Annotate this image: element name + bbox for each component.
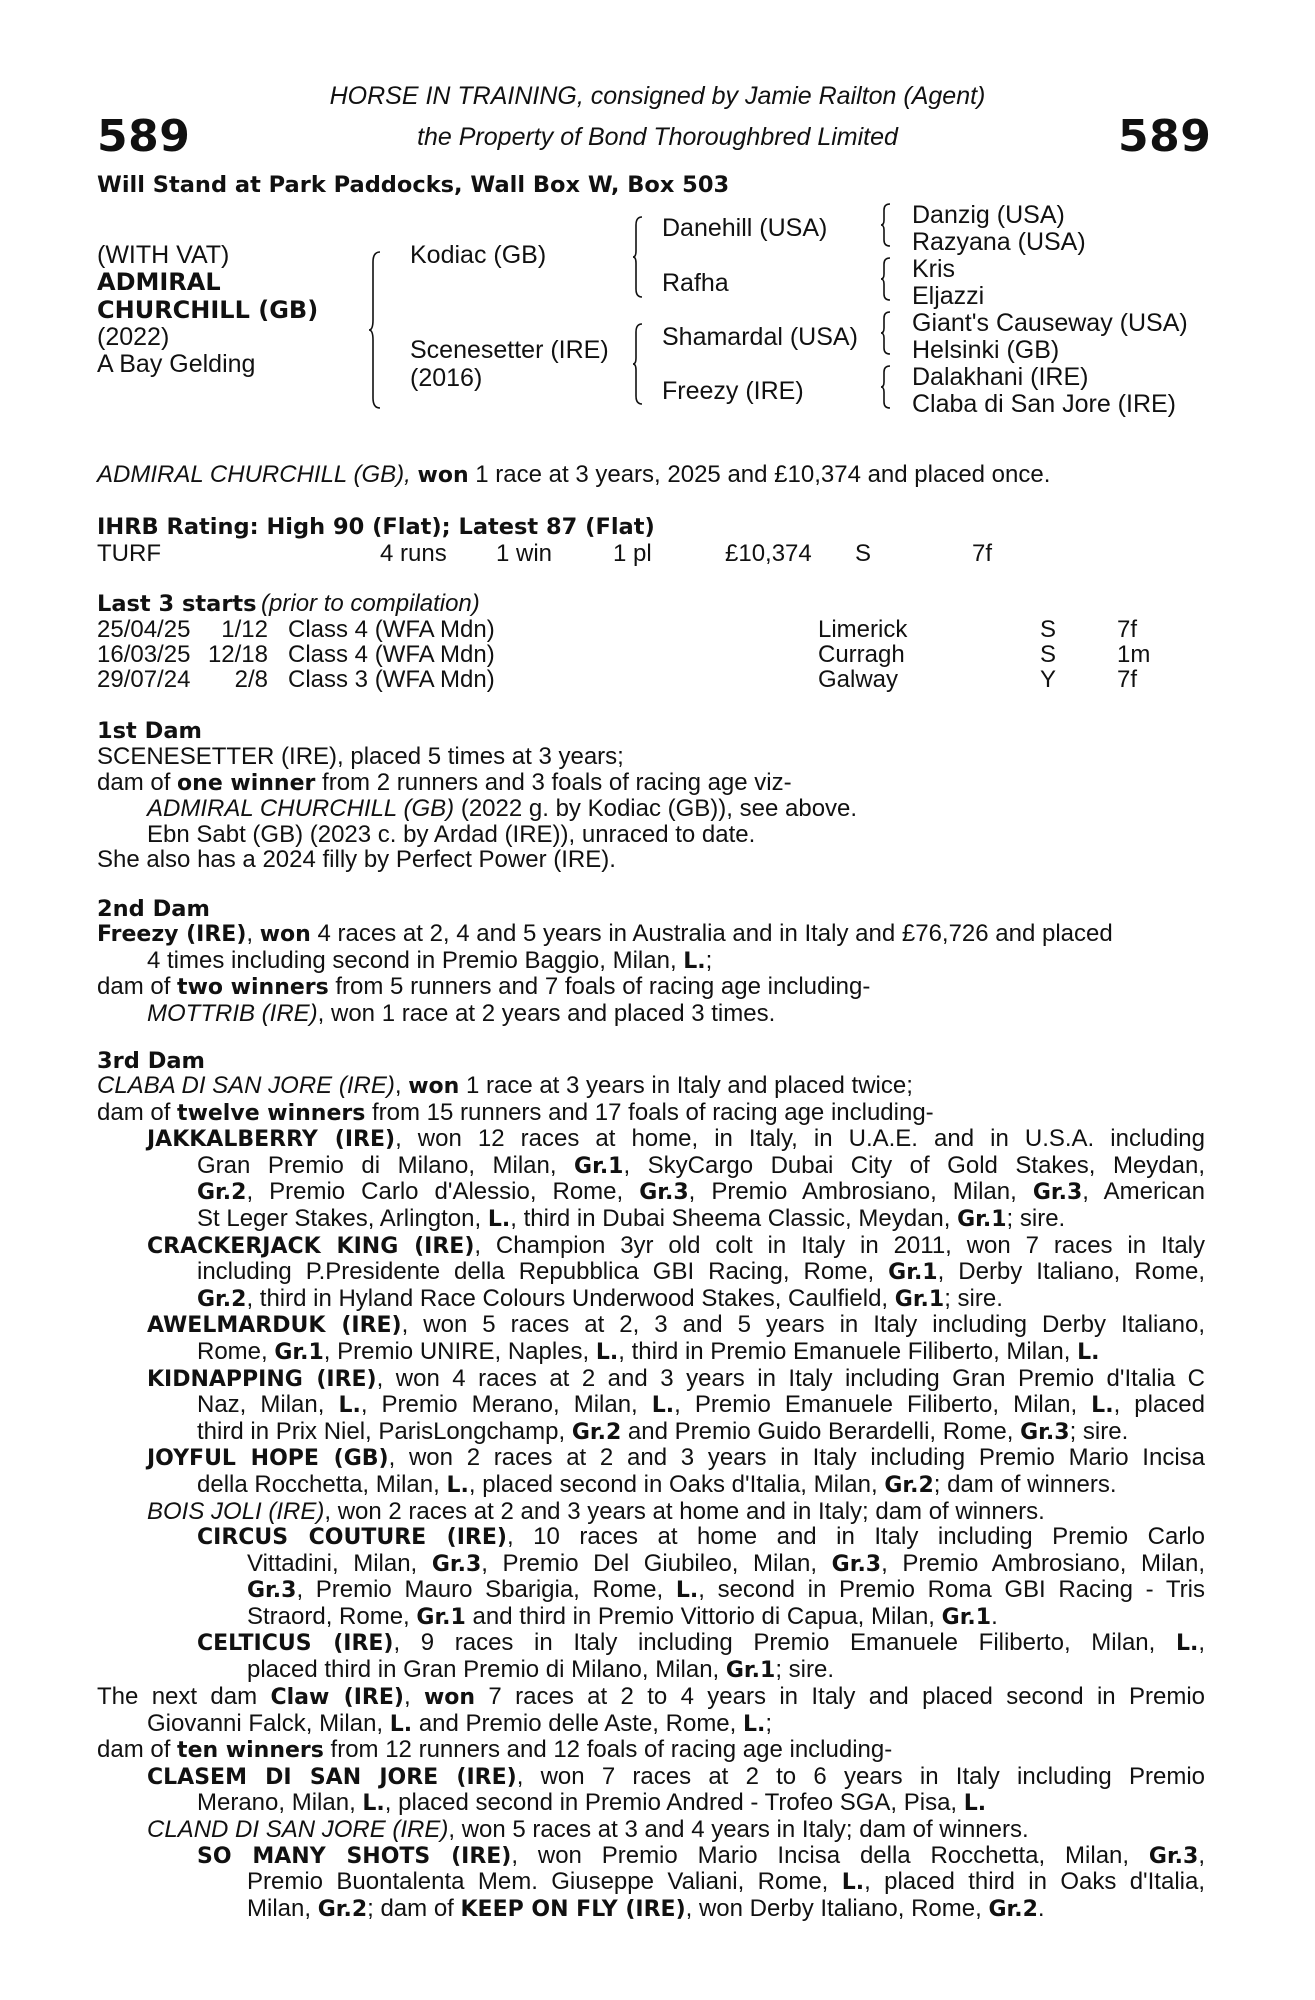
horse-name-line1: ADMIRAL bbox=[97, 268, 221, 296]
start-going: S bbox=[1040, 641, 1057, 668]
ped-ssd: Razyana (USA) bbox=[912, 228, 1086, 256]
third-dam-title: 3rd Dam bbox=[97, 1048, 205, 1074]
first-dam-foal: Ebn Sabt (GB) (2023 c. by Ardad (IRE)), unraced to date. bbox=[147, 820, 756, 848]
next-dam-line: Giovanni Falck, Milan, L. and Premio delle Aste, Rome, L.; bbox=[147, 1709, 773, 1737]
second-dam-title: 2nd Dam bbox=[97, 896, 210, 922]
progeny-line: including P.Presidente della Repubblica GBI Racing, Rome, Gr.1, Derby Italiano, Rome, bbox=[197, 1258, 1206, 1286]
sire: Kodiac (GB) bbox=[410, 241, 547, 269]
dam-dam: Freezy (IRE) bbox=[662, 377, 804, 405]
ped-ddd: Claba di San Jore (IRE) bbox=[912, 390, 1177, 418]
summary-rest: 1 race at 3 years, 2025 and £10,374 and placed once. bbox=[468, 461, 1051, 488]
start-course: Galway bbox=[818, 666, 899, 693]
progeny-line: KIDNAPPING (IRE), won 4 races at 2 and 3 years in Italy including Gran Premio d'Italia C bbox=[147, 1364, 1205, 1392]
race-summary bbox=[97, 462, 1050, 489]
next-dam-text bbox=[97, 1684, 1205, 1922]
first-dam-line: SCENESETTER (IRE), placed 5 times at 3 years; bbox=[97, 743, 624, 770]
progeny-line: Rome, Gr.1, Premio UNIRE, Naples, L., third in Premio Emanuele Filiberto, Milan, L. bbox=[197, 1337, 1100, 1365]
second-dam-line: 4 times including second in Premio Baggio, Milan, L.; bbox=[147, 946, 713, 974]
start-going: Y bbox=[1040, 666, 1057, 693]
lot-number-left: 589 bbox=[97, 111, 191, 162]
rating-title: IHRB Rating: High 90 (Flat); Latest 87 (Flat) bbox=[97, 514, 655, 540]
progeny-line: della Rocchetta, Milan, L., placed second in Oaks d'Italia, Milan, Gr.2; dam of winners. bbox=[197, 1470, 1117, 1498]
last-starts-heading bbox=[97, 590, 480, 618]
progeny-line: placed third in Gran Premio di Milano, Milan, Gr.1; sire. bbox=[247, 1656, 834, 1684]
horse-description: A Bay Gelding bbox=[97, 350, 256, 378]
summary-won: won bbox=[417, 463, 469, 488]
sire-dam: Rafha bbox=[662, 269, 729, 297]
third-dam-text bbox=[97, 1073, 1205, 1684]
vat-note: (WITH VAT) bbox=[97, 241, 230, 269]
progeny-line: CLASEM DI SAN JORE (IRE), won 7 races at 2 to 6 years in Italy including Premio bbox=[147, 1762, 1205, 1790]
start-distance: 7f bbox=[1117, 666, 1138, 693]
summary-horse-name: ADMIRAL CHURCHILL (GB), bbox=[97, 461, 411, 488]
rating-runs: 4 runs bbox=[380, 540, 447, 567]
second-dam-line: Freezy (IRE), won 4 races at 2, 4 and 5 years in Australia and in Italy and £76,726 and placed bbox=[97, 920, 1113, 947]
pedigree-brace-ss bbox=[880, 202, 892, 248]
next-dam-line: dam of ten winners from 12 runners and 12 foals of racing age including- bbox=[97, 1736, 893, 1764]
progeny-line: Gr.3, Premio Mauro Sbarigia, Rome, L., second in Premio Roma GBI Racing - Tris bbox=[247, 1576, 1205, 1604]
pedigree-brace-dd bbox=[880, 364, 892, 410]
start-course: Curragh bbox=[818, 641, 905, 668]
last-starts-title: Last 3 starts bbox=[97, 591, 257, 617]
last-starts-note: (prior to compilation) bbox=[261, 590, 480, 617]
horse-year: (2022) bbox=[97, 323, 170, 351]
second-dam-foal: MOTTRIB (IRE), won 1 race at 2 years and placed 3 times. bbox=[147, 999, 776, 1027]
progeny-line: St Leger Stakes, Arlington, L., third in Dubai Sheema Classic, Meydan, Gr.1; sire. bbox=[197, 1204, 1066, 1232]
consignor-line: HORSE IN TRAINING, consigned by Jamie Railton (Agent) bbox=[329, 82, 986, 110]
ped-dss: Giant's Causeway (USA) bbox=[912, 309, 1188, 337]
next-dam-line: The next dam Claw (IRE), won 7 races at 2 to 4 years in Italy and placed second in Premio bbox=[97, 1683, 1205, 1710]
first-dam-foal: ADMIRAL CHURCHILL (GB) (2022 g. by Kodiac (GB)), see above. bbox=[147, 795, 858, 823]
progeny-line: CIRCUS COUTURE (IRE), 10 races at home and in Italy including Premio Carlo bbox=[197, 1523, 1206, 1551]
progeny-line: third in Prix Niel, ParisLongchamp, Gr.2 and Premio Guido Berardelli, Rome, Gr.3; sire. bbox=[197, 1417, 1129, 1445]
rating-earnings: £10,374 bbox=[725, 540, 812, 567]
third-dam-line: CLABA DI SAN JORE (IRE), won 1 race at 3 years in Italy and placed twice; bbox=[97, 1072, 913, 1099]
progeny-line: Milan, Gr.2; dam of KEEP ON FLY (IRE), won Derby Italiano, Rome, Gr.2. bbox=[247, 1894, 1045, 1922]
start-date: 25/04/25 bbox=[97, 616, 191, 643]
dam: Scenesetter (IRE) bbox=[410, 336, 609, 364]
start-going: S bbox=[1040, 616, 1057, 643]
ped-sds: Kris bbox=[912, 255, 956, 283]
start-distance: 7f bbox=[1117, 616, 1138, 643]
progeny-line: CLAND DI SAN JORE (IRE), won 5 races at 3 and 4 years in Italy; dam of winners. bbox=[147, 1815, 1029, 1843]
start-position: 2/8 bbox=[234, 666, 268, 693]
first-dam-title: 1st Dam bbox=[97, 718, 202, 744]
progeny-line: CRACKERJACK KING (IRE), Champion 3yr old colt in Italy in 2011, won 7 races in Italy bbox=[147, 1231, 1205, 1259]
rating-placed: 1 pl bbox=[613, 540, 652, 567]
pedigree-brace-sd bbox=[880, 256, 892, 302]
pedigree-brace-sire bbox=[632, 215, 644, 299]
rating-wins: 1 win bbox=[496, 540, 553, 567]
start-date: 16/03/25 bbox=[97, 641, 191, 668]
pedigree-brace-ds bbox=[880, 310, 892, 356]
progeny-line: SO MANY SHOTS (IRE), won Premio Mario Incisa della Rocchetta, Milan, Gr.3, bbox=[197, 1841, 1205, 1869]
second-dam-text bbox=[97, 921, 1205, 1026]
progeny-line: CELTICUS (IRE), 9 races in Italy including Premio Emanuele Filiberto, Milan, L., bbox=[197, 1629, 1205, 1657]
dam-sire: Shamardal (USA) bbox=[662, 323, 858, 351]
progeny-line: Merano, Milan, L., placed second in Premio Andred - Trofeo SGA, Pisa, L. bbox=[197, 1789, 987, 1817]
progeny-line: Gran Premio di Milano, Milan, Gr.1, SkyCargo Dubai City of Gold Stakes, Meydan, bbox=[197, 1151, 1206, 1179]
horse-name-line2: CHURCHILL (GB) bbox=[97, 296, 319, 324]
progeny-line: AWELMARDUK (IRE), won 5 races at 2, 3 and 5 years in Italy including Derby Italiano, bbox=[147, 1311, 1206, 1339]
progeny-line: Vittadini, Milan, Gr.3, Premio Del Giubileo, Milan, Gr.3, Premio Ambrosiano, Milan, bbox=[247, 1549, 1205, 1577]
first-dam-line: She also has a 2024 filly by Perfect Power (IRE). bbox=[97, 846, 616, 874]
property-line: the Property of Bond Thoroughbred Limited bbox=[417, 123, 898, 151]
start-date: 29/07/24 bbox=[97, 666, 191, 693]
third-dam-line: dam of twelve winners from 15 runners and 17 foals of racing age including- bbox=[97, 1098, 934, 1126]
start-class: Class 3 (WFA Mdn) bbox=[288, 666, 495, 693]
ped-dds: Dalakhani (IRE) bbox=[912, 363, 1089, 391]
second-dam-line: dam of two winners from 5 runners and 7 foals of racing age including- bbox=[97, 973, 871, 1001]
progeny-line: Straord, Rome, Gr.1 and third in Premio Vittorio di Capua, Milan, Gr.1. bbox=[247, 1602, 998, 1630]
first-dam-text bbox=[97, 744, 1205, 873]
stand-line: Will Stand at Park Paddocks, Wall Box W, Box 503 bbox=[97, 172, 730, 198]
rating-surface: TURF bbox=[97, 540, 161, 567]
rating-going: S bbox=[855, 540, 872, 567]
start-class: Class 4 (WFA Mdn) bbox=[288, 641, 495, 668]
start-course: Limerick bbox=[818, 616, 908, 643]
rating-distance: 7f bbox=[972, 540, 993, 567]
start-class: Class 4 (WFA Mdn) bbox=[288, 616, 495, 643]
pedigree-brace-main bbox=[368, 250, 382, 410]
lot-number-right: 589 bbox=[1118, 111, 1212, 162]
progeny-line: JOYFUL HOPE (GB), won 2 races at 2 and 3 years in Italy including Premio Mario Incisa bbox=[147, 1444, 1205, 1472]
first-dam-line: dam of one winner from 2 runners and 3 foals of racing age viz- bbox=[97, 768, 792, 796]
start-distance: 1m bbox=[1117, 641, 1151, 668]
start-position: 1/12 bbox=[221, 616, 268, 643]
progeny-line: JAKKALBERRY (IRE), won 12 races at home, in Italy, in U.A.E. and in U.S.A. including bbox=[147, 1125, 1206, 1153]
ped-sdd: Eljazzi bbox=[912, 282, 985, 310]
progeny-line: Gr.2, Premio Carlo d'Alessio, Rome, Gr.3, Premio Ambrosiano, Milan, Gr.3, American bbox=[197, 1178, 1205, 1206]
progeny-line: Naz, Milan, L., Premio Merano, Milan, L., Premio Emanuele Filiberto, Milan, L., placed bbox=[197, 1391, 1205, 1419]
ped-dsd: Helsinki (GB) bbox=[912, 336, 1060, 364]
progeny-line: Gr.2, third in Hyland Race Colours Underwood Stakes, Caulfield, Gr.1; sire. bbox=[197, 1284, 1003, 1312]
sire-sire: Danehill (USA) bbox=[662, 214, 828, 242]
start-position: 12/18 bbox=[207, 641, 268, 668]
progeny-line: BOIS JOLI (IRE), won 2 races at 2 and 3 years at home and in Italy; dam of winners. bbox=[147, 1497, 1045, 1525]
pedigree-brace-dam bbox=[632, 322, 644, 406]
progeny-line: Premio Buontalenta Mem. Giuseppe Valiani, Rome, L., placed third in Oaks d'Italia, bbox=[247, 1868, 1206, 1896]
ped-sss: Danzig (USA) bbox=[912, 201, 1065, 229]
dam-year: (2016) bbox=[410, 364, 483, 392]
